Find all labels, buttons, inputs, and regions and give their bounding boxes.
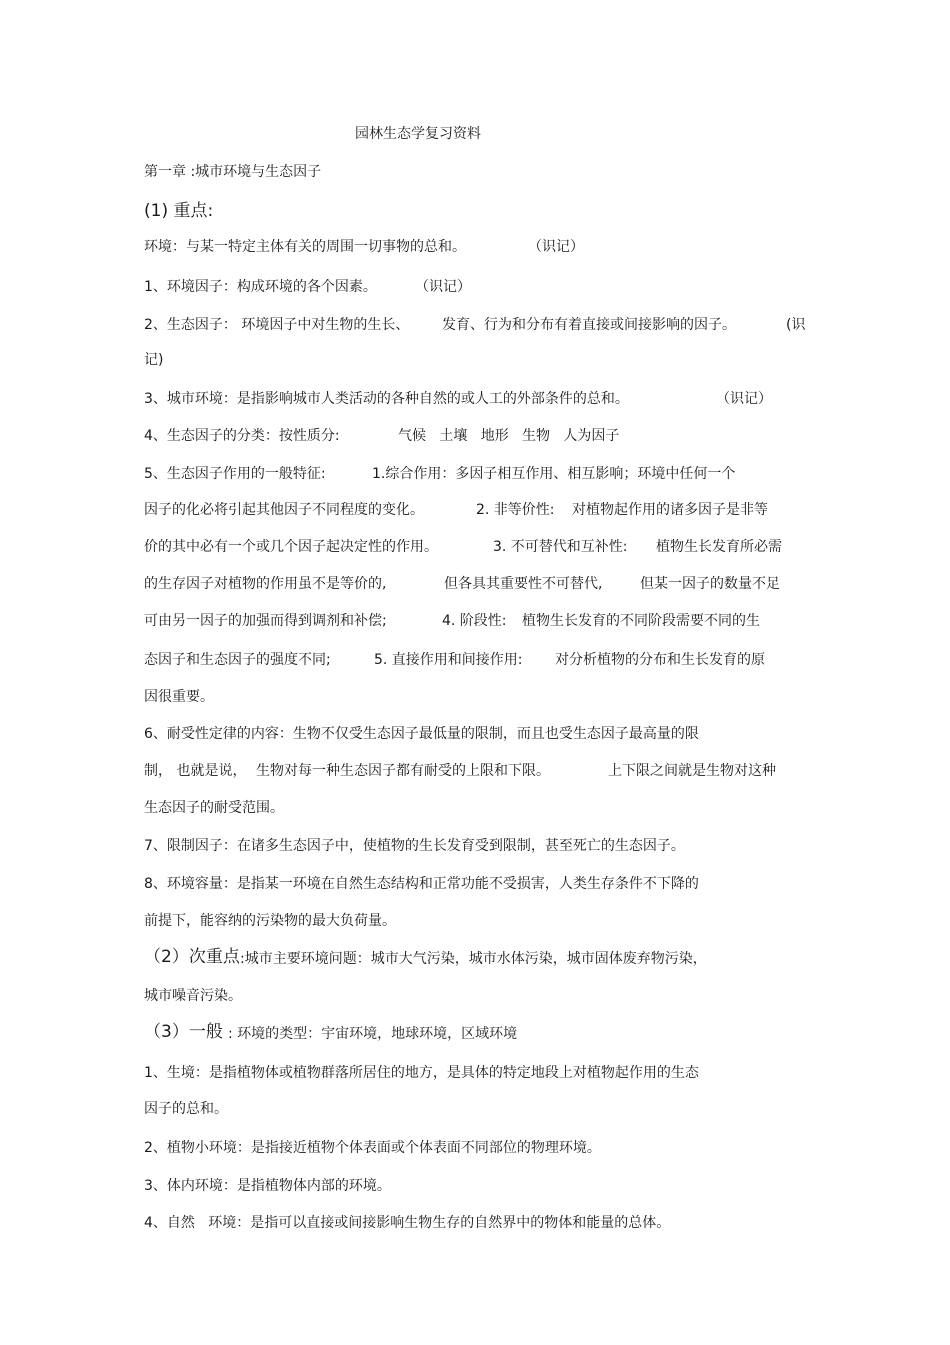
memorize-note-cont: 记) (144, 352, 164, 368)
item-2-cont: 发育、行为和分布有着直接或间接影响的因子。 (442, 317, 736, 333)
item-5-text: 价的其中必有一个或几个因子起决定性的作用。 (144, 539, 438, 555)
item-5-text: 态因子和生态因子的强度不同; (144, 652, 331, 668)
item-5-text: 植物生长发育所必需 (656, 539, 782, 555)
general-item-1: 1、生境：是指植物体或植物群落所居住的地方，是具体的特定地段上对植物起作用的生态 (144, 1065, 699, 1081)
secondary-points-text: :城市主要环境问题：城市大气污染，城市水体污染，城市固体废弃物污染， (240, 951, 707, 967)
item-2: 2、生态因子： 环境因子中对生物的生长、 (144, 317, 410, 333)
general-item-4: 4、自然 环境：是指可以直接或间接影响生物生存的自然界中的物体和能量的总体。 (144, 1215, 671, 1231)
memorize-note: （识记） (528, 239, 584, 255)
general-item-2: 2、植物小环境：是指接近植物个体表面或个体表面不同部位的物理环境。 (144, 1140, 601, 1156)
memorize-note: （识记） (415, 279, 471, 295)
item-6-text: 生态因子的耐受范围。 (144, 800, 284, 816)
item-5-text: 可由另一因子的加强而得到调剂和补偿; (144, 613, 387, 629)
item-4-categories: 气候 土壤 地形 生物 人为因子 (398, 428, 620, 444)
item-5-text: 但各具其重要性不可替代, (444, 576, 603, 592)
item-6-text: 上下限之间就是生物对这种 (608, 763, 776, 779)
memorize-note: (识 (786, 317, 806, 333)
item-5-text: 4. 阶段性: (442, 613, 507, 629)
item-8-text: 前提下，能容纳的污染物的最大负荷量。 (144, 913, 396, 929)
item-5-text: 5. 直接作用和间接作用: (374, 652, 523, 668)
item-5-text: 2. 非等价性: (476, 502, 555, 518)
item-3: 3、城市环境：是指影响城市人类活动的各种自然的或人工的外部条件的总和。 (144, 391, 629, 407)
general-points-text: : 环境的类型：宇宙环境，地球环境，区域环境 (228, 1026, 518, 1042)
item-5: 5、生态因子作用的一般特征: (144, 466, 326, 482)
item-6-text: 生物对每一种生态因子都有耐受的上限和下限。 (256, 763, 550, 779)
definition-environment: 环境：与某一特定主体有关的周围一切事物的总和。 (144, 239, 466, 255)
item-5-text: 1.综合作用：多因子相互作用、相互影响；环境中任何一个 (372, 466, 736, 482)
item-5-text: 对植物起作用的诸多因子是非等 (572, 502, 768, 518)
secondary-points-text: 城市噪音污染。 (144, 988, 242, 1004)
item-5-text: 因子的化必将引起其他因子不同程度的变化。 (144, 502, 424, 518)
section-general-heading: （3）一般 (144, 1022, 223, 1042)
item-7: 7、限制因子：在诸多生态因子中，使植物的生长发育受到限制，甚至死亡的生态因子。 (144, 838, 685, 854)
chapter-heading: 第一章 :城市环境与生态因子 (144, 164, 322, 180)
item-5-text: 的生存因子对植物的作用虽不是等价的, (144, 576, 387, 592)
memorize-note: （识记） (716, 391, 772, 407)
item-5-text: 因很重要。 (144, 689, 214, 705)
item-6: 6、耐受性定律的内容：生物不仅受生态因子最低量的限制，而且也受生态因子最高量的限 (144, 726, 699, 742)
item-5-text: 植物生长发育的不同阶段需要不同的生 (522, 613, 760, 629)
item-1: 1、环境因子：构成环境的各个因素。 (144, 279, 377, 295)
document-title: 园林生态学复习资料 (355, 126, 481, 142)
item-5-text: 3. 不可替代和互补性: (493, 539, 628, 555)
item-5-text: 对分析植物的分布和生长发育的原 (555, 652, 765, 668)
section-secondary-heading: （2）次重点 (144, 947, 240, 967)
section-key-points-heading: (1) 重点: (144, 201, 214, 221)
item-6-text: 制， 也就是说， (144, 763, 247, 779)
item-5-text: 但某一因子的数量不足 (640, 576, 780, 592)
general-item-1-text: 因子的总和。 (144, 1101, 228, 1117)
item-4: 4、生态因子的分类：按性质分: (144, 428, 340, 444)
general-item-3: 3、体内环境：是指植物体内部的环境。 (144, 1178, 391, 1194)
item-8: 8、环境容量：是指某一环境在自然生态结构和正常功能不受损害，人类生存条件不下降的 (144, 876, 699, 892)
